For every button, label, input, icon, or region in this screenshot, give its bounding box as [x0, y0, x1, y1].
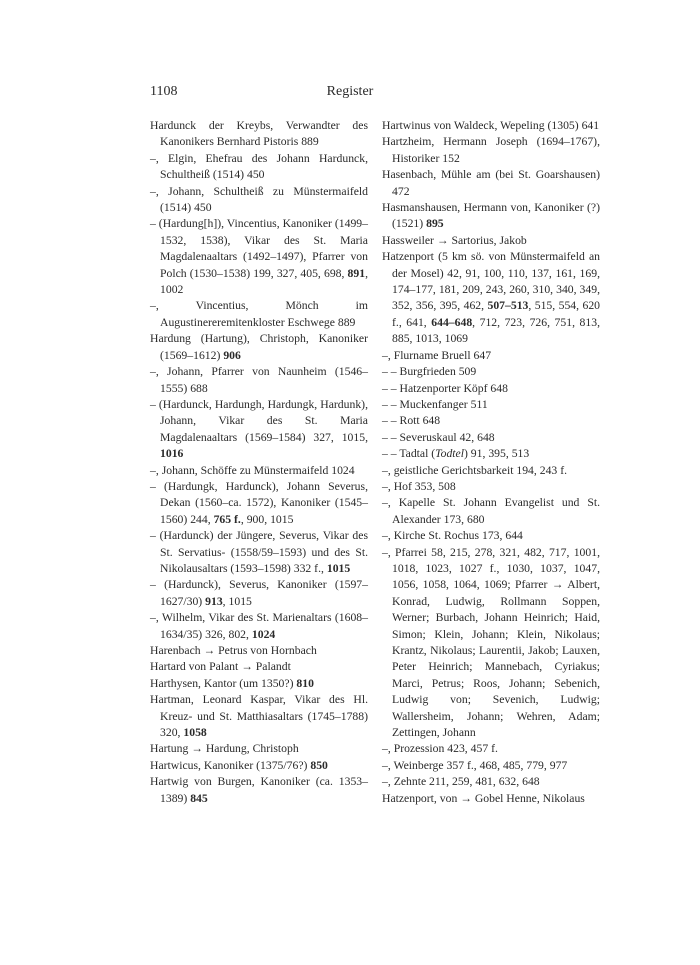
index-entry [382, 249, 600, 347]
bold-page-reference: 765 f. [213, 512, 241, 526]
page-number: 1108 [150, 84, 178, 99]
entry-text: , 1015 [222, 594, 252, 608]
index-entry [382, 200, 600, 233]
entry-text: – – Hatzenporter Köpf 648 [382, 381, 508, 395]
index-entry [150, 692, 368, 741]
entry-text: –, Zehnte 211, 259, 481, 632, 648 [382, 775, 540, 789]
bold-page-reference: 895 [426, 217, 444, 231]
index-entry [150, 397, 368, 463]
index-column-right [382, 118, 600, 807]
index-entry [382, 791, 600, 807]
entry-text: Hartard von Palant → Palandt [150, 660, 291, 674]
entry-text: Hartman, Leonard Kaspar, Vikar des Hl. Kreuz- und St. Matthiasaltars (1745–1788) 320, [150, 693, 368, 740]
page-header [150, 84, 550, 104]
index-entry [382, 758, 600, 774]
bold-page-reference: 913 [205, 594, 223, 608]
index-entry [150, 610, 368, 643]
index-entry [382, 364, 600, 380]
italic-text: Todtel [435, 447, 464, 461]
entry-text: Hartung → Hardung, Christoph [150, 742, 299, 756]
entry-text: –, Prozession 423, 457 f. [382, 742, 498, 756]
index-entry [382, 413, 600, 429]
entry-text: –, Kirche St. Rochus 173, 644 [382, 529, 523, 543]
entry-text: –, Elgin, Ehefrau des Johann Hardunck, Schultheiß (1514) 450 [150, 151, 368, 182]
index-entry [150, 479, 368, 528]
entry-text: Hasenbach, Mühle am (bei St. Goarshausen) 472 [382, 168, 600, 198]
entry-text: – – Burgfrieden 509 [382, 365, 477, 379]
bold-page-reference: 1024 [251, 627, 276, 641]
index-entry [382, 446, 600, 462]
entry-text: Hartwinus von Waldeck, Wepeling (1305) 641 [382, 119, 600, 132]
entry-text: Harthysen, Kantor (um 1350?) [150, 676, 297, 690]
entry-text: –, Flurname Bruell 647 [382, 348, 492, 362]
entry-text: –, Johann, Schultheiß zu Münstermaifeld (1514) 450 [150, 184, 368, 215]
entry-text: –, Weinberge 357 f., 468, 485, 779, 977 [382, 758, 568, 772]
bold-page-reference: 891 [347, 266, 366, 280]
entry-text: – (Hardunck) der Jüngere, Severus, Vikar des St. Servatius- (1558/59–1593) und des St. Nikolausaltars (1593–1598) 332 f., [150, 529, 368, 575]
entry-text: –, Pfarrei 58, 215, 278, 321, 482, 717, 1001, 1018, 1023, 1027 f., 1030, 1037, 1047, 1056, 1058, 1064, 1069; Pfarrer → Albert, Konrad, Ludwig, Rollmann Soppen, Werner; Burbach, Johann Heinrich; Haid, Simon; Klein, Johann; Klein, Nikolaus; Krantz, Nikolaus; Laurentii, Jakob; Lauxen, Peter Heinrich; Mannebach, Cyriakus; Marci, Petrus; Roos, Johann; Sebenich, Ludwig von; Sevenich, Ludwig; Wallersheim, Johann; Wehren, Adam; Zettingen, Johann [382, 545, 600, 740]
bold-page-reference: 1058 [183, 726, 207, 740]
entry-text: Hardunck der Kreybs, Verwandter des Kanonikers Bernhard Pistoris 889 [150, 119, 368, 149]
index-entry [382, 167, 600, 200]
bold-page-reference: 810 [296, 676, 314, 690]
entry-text: – (Hardung[h]), Vincentius, Kanoniker (1499–1532, 1538), Vikar des St. Maria Magdalenaaltars (1492–1497), Pfarrer von Polch (1530–1538) 199, 327, 405, 698, [150, 217, 368, 280]
entry-text: –, Johann, Pfarrer von Naunheim (1546–1555) 688 [150, 365, 368, 395]
index-entry [382, 479, 600, 495]
index-entry [150, 364, 368, 397]
entry-text: Hatzenport (5 km sö. von Münstermaifeld an der Mosel) 42, 91, 100, 110, 137, 161, 169, 174–177, 181, 209, 243, 260, 310, 340, 349, 352, 356, 395, 462, [382, 250, 600, 313]
entry-text: – – Rott 648 [382, 414, 441, 428]
entry-text: – (Hardunck, Hardungh, Hardungk, Hardunk), Johann, Vikar des St. Maria Magdalenaaltars (1569–1584) 327, 1015, [150, 397, 368, 444]
entry-text: – (Hardungk, Hardunck), Johann Severus, Dekan (1560–ca. 1572), Kanoniker (1545–1560) 244, [150, 479, 368, 526]
index-entry [382, 381, 600, 397]
entry-text: –, Hof 353, 508 [382, 479, 456, 493]
entry-text: Hasmanshausen, Hermann von, Kanoniker (?) (1521) [382, 201, 600, 231]
index-entry [150, 676, 368, 692]
index-entry [382, 774, 600, 790]
index-entry [150, 118, 368, 151]
entry-text: –, Kapelle St. Johann Evangelist und St. Alexander 173, 680 [382, 496, 600, 526]
index-column-left [150, 118, 368, 807]
index-entry [150, 331, 368, 364]
index-entry [150, 577, 368, 610]
index-entry [382, 495, 600, 528]
entry-text: Hardung (Hartung), Christoph, Kanoniker (1569–1612) [150, 332, 368, 362]
entry-text: –, Vincentius, Mönch im Augustinereremitenkloster Eschwege 889 [150, 299, 368, 329]
index-entry [150, 463, 368, 479]
bold-page-reference: 850 [310, 758, 328, 772]
index-entry [382, 463, 600, 479]
entry-text: –, Johann, Schöffe zu Münstermaifeld 1024 [150, 463, 355, 477]
bold-page-reference: 906 [223, 348, 241, 362]
index-entry [382, 741, 600, 757]
index-entry [382, 233, 600, 249]
entry-text: Harenbach → Petrus von Hornbach [150, 644, 317, 657]
index-entry [150, 184, 368, 217]
index-entry [382, 118, 600, 134]
entry-text: – (Hardunck), Severus, Kanoniker (1597–1627/30) [150, 578, 368, 608]
index-entry [150, 741, 368, 757]
index-entry [150, 151, 368, 184]
entry-text: Hartzheim, Hermann Joseph (1694–1767), Historiker 152 [382, 135, 600, 165]
index-entry [382, 528, 600, 544]
entry-text: Hatzenport, von → Gobel Henne, Nikolaus [382, 791, 585, 805]
running-title: Register [326, 84, 374, 99]
index-entry [150, 659, 368, 675]
index-entry [150, 643, 368, 659]
entry-text: , 712, 723, 726, 751, 813, 885, 1013, 1069 [392, 315, 600, 346]
entry-text: , 515, 554, 620 f., 641, [392, 299, 601, 329]
bold-page-reference: 1015 [326, 561, 351, 575]
entry-text: Hassweiler → Sartorius, Jakob [382, 233, 527, 247]
index-entry [150, 216, 368, 298]
entry-text: ) 91, 395, 513 [463, 447, 530, 461]
entry-text: Hartwig von Burgen, Kanoniker (ca. 1353–1389) [150, 775, 368, 805]
index-entry [382, 348, 600, 364]
entry-text: Hartwicus, Kanoniker (1375/76?) [150, 758, 311, 772]
index-entry [150, 298, 368, 331]
bold-page-reference: 644–648 [431, 315, 473, 329]
entry-text: – – Muckenfanger 511 [382, 397, 488, 411]
index-entry [382, 397, 600, 413]
entry-text: , 1002 [160, 266, 368, 297]
index-entry [382, 430, 600, 446]
entry-text: – – Tadtal ( [382, 447, 436, 461]
index-entry [150, 528, 368, 577]
index-entry [382, 134, 600, 167]
bold-page-reference: 1016 [160, 447, 184, 461]
entry-text: –, geistliche Gerichtsbarkeit 194, 243 f. [382, 463, 568, 477]
index-entry [150, 758, 368, 774]
index-entry [150, 774, 368, 807]
entry-text: , 900, 1015 [240, 512, 294, 526]
bold-page-reference: 507–513 [487, 299, 529, 313]
entry-text: – – Severuskaul 42, 648 [382, 430, 495, 444]
bold-page-reference: 845 [190, 791, 208, 805]
index-entry [382, 545, 600, 742]
entry-text: –, Wilhelm, Vikar des St. Marienaltars (1608–1634/35) 326, 802, [150, 611, 368, 641]
